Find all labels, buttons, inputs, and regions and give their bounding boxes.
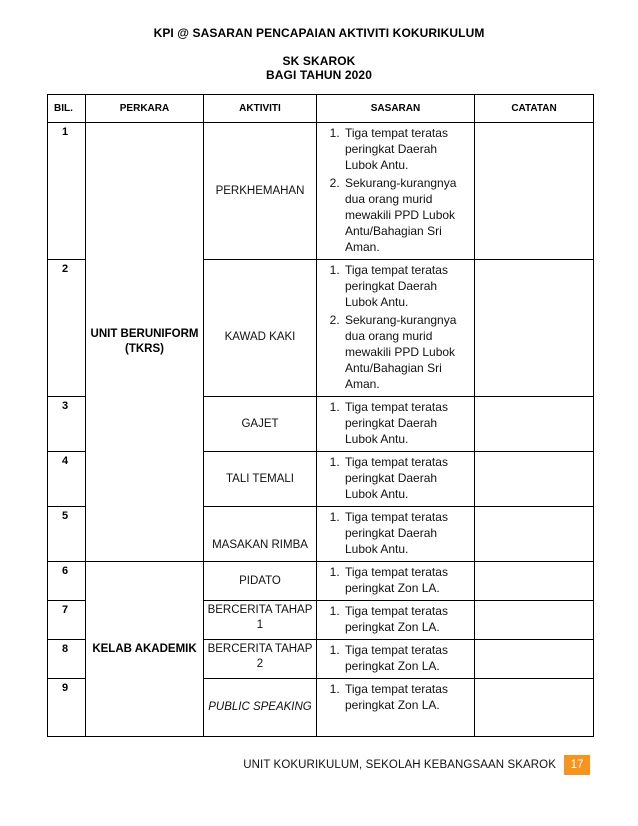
row-number: 1	[48, 123, 86, 260]
catatan-cell	[475, 679, 594, 737]
sasaran-item: 1. Tiga tempat teratas peringkat Daerah Lubok Antu.	[343, 399, 470, 447]
row-number: 7	[48, 601, 86, 640]
row-number: 9	[48, 679, 86, 737]
column-header-bil: BIL.	[48, 95, 86, 123]
sasaran-item: 1. Tiga tempat teratas peringkat Daerah Lubok Antu.	[343, 125, 470, 173]
footer-text: UNIT KOKURIKULUM, SEKOLAH KEBANGSAAN SKAROK	[243, 759, 556, 771]
sasaran-item: 1. Tiga tempat teratas peringkat Zon LA.	[343, 603, 470, 635]
perkara-unit-beruniform	[86, 123, 204, 562]
sasaran-item: 1. Tiga tempat teratas peringkat Zon LA.	[343, 564, 470, 596]
column-header-sasaran: SASARAN	[317, 95, 475, 123]
sasaran-item: 2. Sekurang-kurangnya dua orang murid mewakili PPD Lubok Antu/Bahagian Sri Aman.	[343, 312, 470, 392]
sasaran-item: 1. Tiga tempat teratas peringkat Daerah Lubok Antu.	[343, 454, 470, 502]
table-row	[48, 123, 594, 260]
sasaran-cell	[317, 260, 475, 397]
catatan-cell	[475, 123, 594, 260]
perkara-kelab-akademik: KELAB AKADEMIK	[86, 562, 204, 737]
row-number: 6	[48, 562, 86, 601]
page-number-badge: 17	[564, 755, 590, 775]
perkara-sublabel: (TKRS)	[125, 343, 164, 355]
year-label: BAGI TAHUN 2020	[266, 68, 372, 82]
column-header-perkara: PERKARA	[86, 95, 204, 123]
row-number: 4	[48, 452, 86, 507]
sasaran-item: 1. Tiga tempat teratas peringkat Daerah Lubok Antu.	[343, 509, 470, 557]
row-number: 2	[48, 260, 86, 397]
aktiviti-cell: MASAKAN RIMBA	[204, 507, 317, 562]
table-header-row	[48, 95, 594, 123]
sasaran-cell	[317, 507, 475, 562]
catatan-cell	[475, 601, 594, 640]
page-footer	[243, 755, 590, 775]
catatan-cell	[475, 260, 594, 397]
row-number: 8	[48, 640, 86, 679]
aktiviti-cell: KAWAD KAKI	[204, 260, 317, 397]
sasaran-cell	[317, 562, 475, 601]
aktiviti-cell: GAJET	[204, 397, 317, 452]
aktiviti-cell: BERCERITA TAHAP 1	[204, 601, 317, 640]
sasaran-cell	[317, 452, 475, 507]
row-number: 3	[48, 397, 86, 452]
table-row	[48, 562, 594, 601]
catatan-cell	[475, 397, 594, 452]
sasaran-item: 2. Sekurang-kurangnya dua orang murid mewakili PPD Lubok Antu/Bahagian Sri Aman.	[343, 175, 470, 255]
sasaran-cell	[317, 123, 475, 260]
catatan-cell	[475, 640, 594, 679]
sasaran-cell	[317, 397, 475, 452]
column-header-catatan: CATATAN	[475, 95, 594, 123]
kpi-table	[47, 94, 594, 737]
perkara-label: UNIT BERUNIFORM	[90, 328, 199, 340]
aktiviti-cell: PUBLIC SPEAKING	[204, 679, 317, 737]
sasaran-cell	[317, 679, 475, 737]
school-name: SK SKAROK	[282, 54, 356, 68]
sasaran-item: 1. Tiga tempat teratas peringkat Daerah Lubok Antu.	[343, 262, 470, 310]
aktiviti-cell: TALI TEMALI	[204, 452, 317, 507]
aktiviti-cell: PIDATO	[204, 562, 317, 601]
sasaran-cell	[317, 640, 475, 679]
sasaran-item: 1. Tiga tempat teratas peringkat Zon LA.	[343, 642, 470, 674]
catatan-cell	[475, 507, 594, 562]
document-title: KPI @ SASARAN PENCAPAIAN AKTIVITI KOKURIKULUM	[153, 26, 485, 40]
row-number: 5	[48, 507, 86, 562]
catatan-cell	[475, 562, 594, 601]
aktiviti-cell: BERCERITA TAHAP 2	[204, 640, 317, 679]
sasaran-item: 1. Tiga tempat teratas peringkat Zon LA.	[343, 681, 470, 713]
sasaran-cell	[317, 601, 475, 640]
catatan-cell	[475, 452, 594, 507]
aktiviti-cell: PERKHEMAHAN	[204, 123, 317, 260]
column-header-aktiviti: AKTIVITI	[204, 95, 317, 123]
